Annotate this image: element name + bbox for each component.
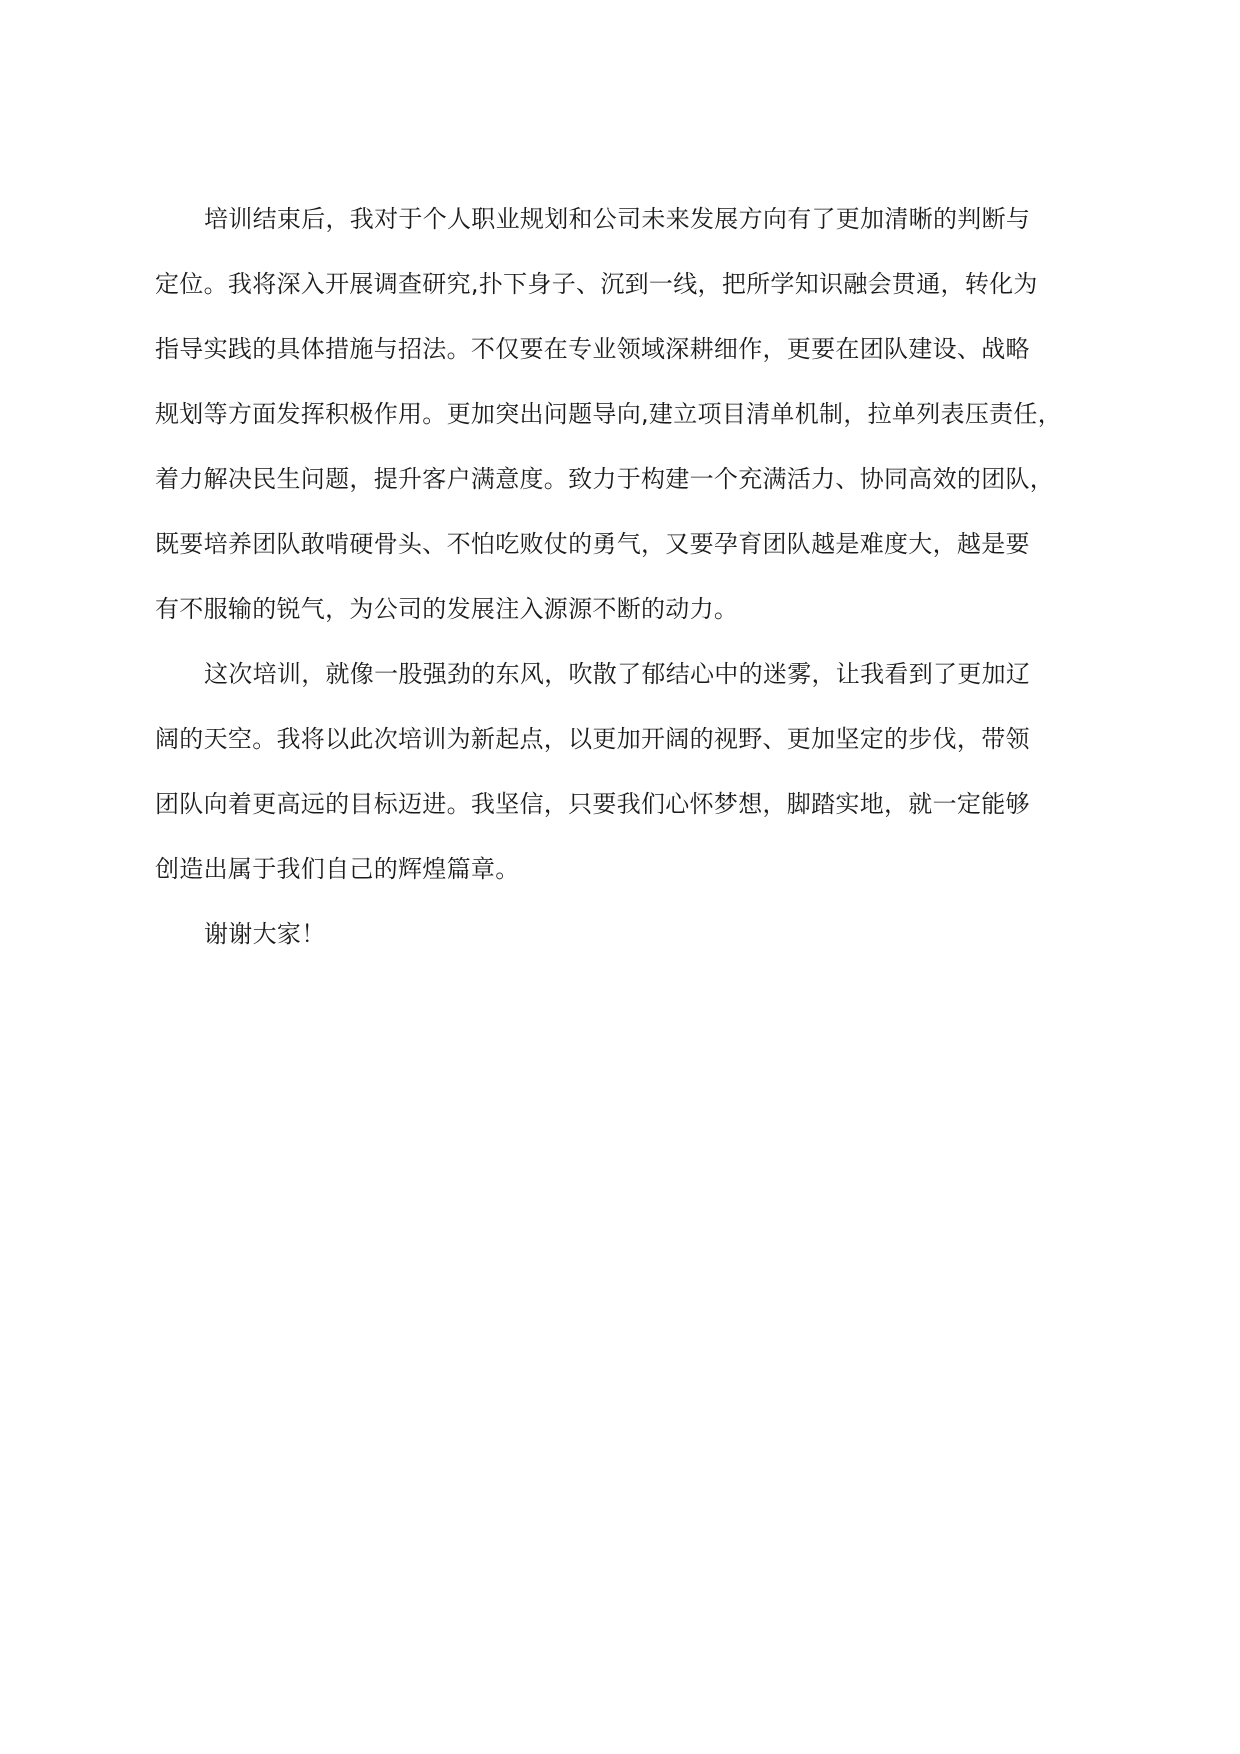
paragraph-line: 阔的天空。我将以此次培训为新起点，以更加开阔的视野、更加坚定的步伐，带领 — [155, 725, 1030, 753]
paragraph-line: 这次培训，就像一股强劲的东风，吹散了郁结心中的迷雾，让我看到了更加辽 — [204, 660, 1031, 688]
document-body — [155, 187, 1085, 967]
paragraph-line: 创造出属于我们自己的辉煌篇章。 — [155, 855, 520, 883]
paragraph-line: 培训结束后，我对于个人职业规划和公司未来发展方向有了更加清晰的判断与 — [204, 205, 1031, 233]
paragraph-line: 既要培养团队敢啃硬骨头、不怕吃败仗的勇气，又要孕育团队越是难度大，越是要 — [155, 530, 1030, 558]
paragraph-line: 团队向着更高远的目标迈进。我坚信，只要我们心怀梦想，脚踏实地，就一定能够 — [155, 790, 1030, 818]
paragraph-line: 规划等方面发挥积极作用。更加突出问题导向,建立项目清单机制，拉单列表压责任， — [155, 400, 1063, 428]
paragraph-line: 定位。我将深入开展调查研究,扑下身子、沉到一线，把所学知识融会贯通，转化为 — [155, 270, 1038, 298]
paragraph-line: 有不服输的锐气，为公司的发展注入源源不断的动力。 — [155, 595, 739, 623]
paragraph-1 — [155, 187, 1085, 642]
paragraph-2 — [155, 642, 1085, 902]
paragraph-line: 指导实践的具体措施与招法。不仅要在专业领域深耕细作，更要在团队建设、战略 — [155, 335, 1030, 363]
paragraph-line: 着力解决民生问题，提升客户满意度。致力于构建一个充满活力、协同高效的团队， — [155, 465, 1055, 493]
closing-line: 谢谢大家！ — [204, 920, 326, 948]
